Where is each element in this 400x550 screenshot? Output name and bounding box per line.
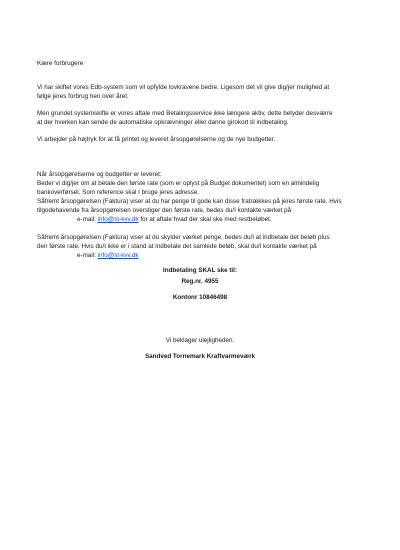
greeting: Kære forbrugere bbox=[37, 60, 84, 67]
signature: Sandved Tornemark Kraftvarmeværk bbox=[144, 353, 256, 360]
account-number: Kontonr 10846498 bbox=[172, 294, 228, 301]
email-prefix: e-mail: bbox=[77, 216, 98, 223]
paragraph-line: Såfremt årsopgørelsen (Faktura) viser at du har penge til gode kan disse fratrækkes på jeres første rate. Hvis bbox=[37, 198, 342, 205]
apology: Vi beklager ulejligheden. bbox=[165, 337, 235, 344]
paragraph-line: Når årsopgørelserne og budgetter er leveret: bbox=[37, 171, 162, 178]
paragraph-line: Vi arbejder på højtryk for at få printet og leveret årsopgørelserne og de nye budgetter. bbox=[37, 136, 276, 143]
payment-heading: Indbetaling SKAL ske til: bbox=[162, 267, 238, 274]
paragraph-line: den første rate. Hvis du/I ikke er i stand at indbetale det samlede beløb, skal du/I kontakte værket på bbox=[37, 243, 317, 250]
paragraph-line: Beder vi dig/jer om at betale den første rate (som er oplyst på Budget dokumentet) som en almindelig bbox=[37, 180, 320, 187]
contact-line bbox=[77, 251, 139, 260]
email-link[interactable]: info@st-kvv.dk bbox=[97, 252, 139, 259]
paragraph-line: Men grundet systemskifte er vores aftale med Betalingsservice ikke længere aktiv, dette betyder desværre bbox=[37, 110, 333, 117]
paragraph-line: følge jeres forbrug hen over året. bbox=[37, 93, 129, 100]
paragraph-line: Vi har skiftet vores Edb-system som vil opfylde lovkravene bedre. Ligesom det vil give dig/jer mulighed at bbox=[37, 84, 330, 91]
email-link[interactable]: info@st-kvv.dk bbox=[97, 216, 139, 223]
paragraph-line: at der hverken kan sende de automatiske opkrævninger eller danne girokort til indbetaling. bbox=[37, 119, 289, 126]
paragraph-line: Såfremt årsopgørelsen (Faktura) viser at du skylder værket penge, bedes du/I at indbetale det beløb plus bbox=[37, 234, 330, 241]
paragraph-line: tilgodehavende fra årsopgørelsen overstiger den første rate, bedes du/I kontakte værket på bbox=[37, 207, 292, 214]
email-suffix: for at aftale hvad der skal ske med restbeløbet. bbox=[138, 216, 272, 223]
reg-number: Reg.nr. 4955 bbox=[181, 278, 219, 285]
email-prefix: e-mail: bbox=[77, 252, 98, 259]
contact-line bbox=[77, 215, 272, 224]
paragraph-line: bankoverførsel. Som reference skal I bruge jeres adresse. bbox=[37, 189, 200, 196]
